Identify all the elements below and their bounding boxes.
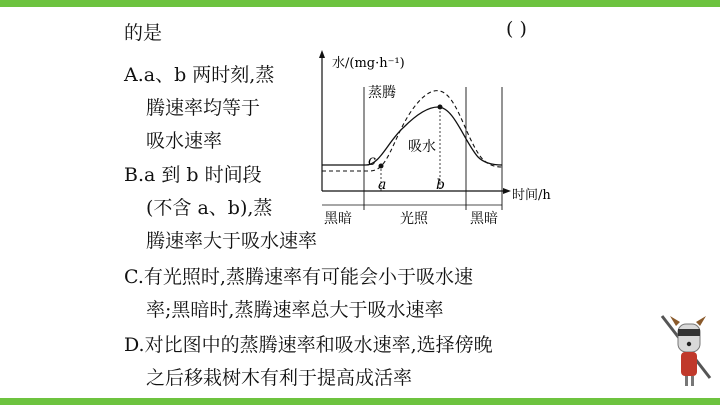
option-b-line-1: B.a 到 b 时间段 xyxy=(124,164,262,186)
mascot-ear-right xyxy=(696,316,706,326)
mascot-leg-left xyxy=(685,376,688,386)
series-label-transpiration: 蒸腾 xyxy=(368,85,396,101)
option-a-line-2: 腾速率均等于 xyxy=(146,97,261,119)
point-a-label: a xyxy=(378,177,387,193)
answer-bracket: ( ) xyxy=(506,18,527,40)
mascot-body xyxy=(681,352,697,376)
y-axis-label: 水/(mg·h⁻¹) xyxy=(332,56,405,71)
period-label-dark-1: 黑暗 xyxy=(324,211,352,227)
option-d-line-2: 之后移栽树木有利于提高成活率 xyxy=(146,367,413,389)
option-d-line-1: D.对比图中的蒸腾速率和吸水速率,选择傍晚 xyxy=(124,334,493,356)
series-label-absorption: 吸水 xyxy=(408,139,436,155)
question-stem-tail: 的是 xyxy=(124,22,163,44)
option-a-line-3: 吸水速率 xyxy=(146,130,223,152)
period-label-light: 光照 xyxy=(400,211,428,227)
option-c-line-2: 率;黑暗时,蒸腾速率总大于吸水速率 xyxy=(146,299,444,321)
transpiration-absorption-chart xyxy=(318,45,580,233)
option-c-line-1: C.有光照时,蒸腾速率有可能会小于吸水速 xyxy=(124,266,473,288)
option-b-line-3: 腾速率大于吸水速率 xyxy=(146,230,318,252)
mascot-head xyxy=(678,324,700,352)
period-label-dark-2: 黑暗 xyxy=(470,211,498,227)
mascot-goggles xyxy=(678,329,700,336)
option-b-line-2: (不含 a、b),蒸 xyxy=(146,197,273,219)
bottom-accent-bar xyxy=(0,398,720,405)
point-b-dot xyxy=(438,105,443,110)
y-axis-arrow xyxy=(319,50,325,58)
x-axis-label: 时间/h xyxy=(512,188,551,203)
dog-mascot-sticker xyxy=(654,302,716,392)
absorption-curve xyxy=(322,107,502,165)
point-c-label: c xyxy=(368,153,376,169)
mascot-nose xyxy=(687,342,691,346)
mascot-ear-left xyxy=(670,316,680,326)
top-accent-bar xyxy=(0,0,720,7)
transpiration-curve xyxy=(322,91,502,171)
point-c-dot xyxy=(379,164,384,169)
option-a-line-1: A.a、b 两时刻,蒸 xyxy=(124,64,275,86)
point-b-label: b xyxy=(436,177,445,193)
x-axis-arrow xyxy=(503,188,511,194)
mascot-leg-right xyxy=(691,376,694,386)
